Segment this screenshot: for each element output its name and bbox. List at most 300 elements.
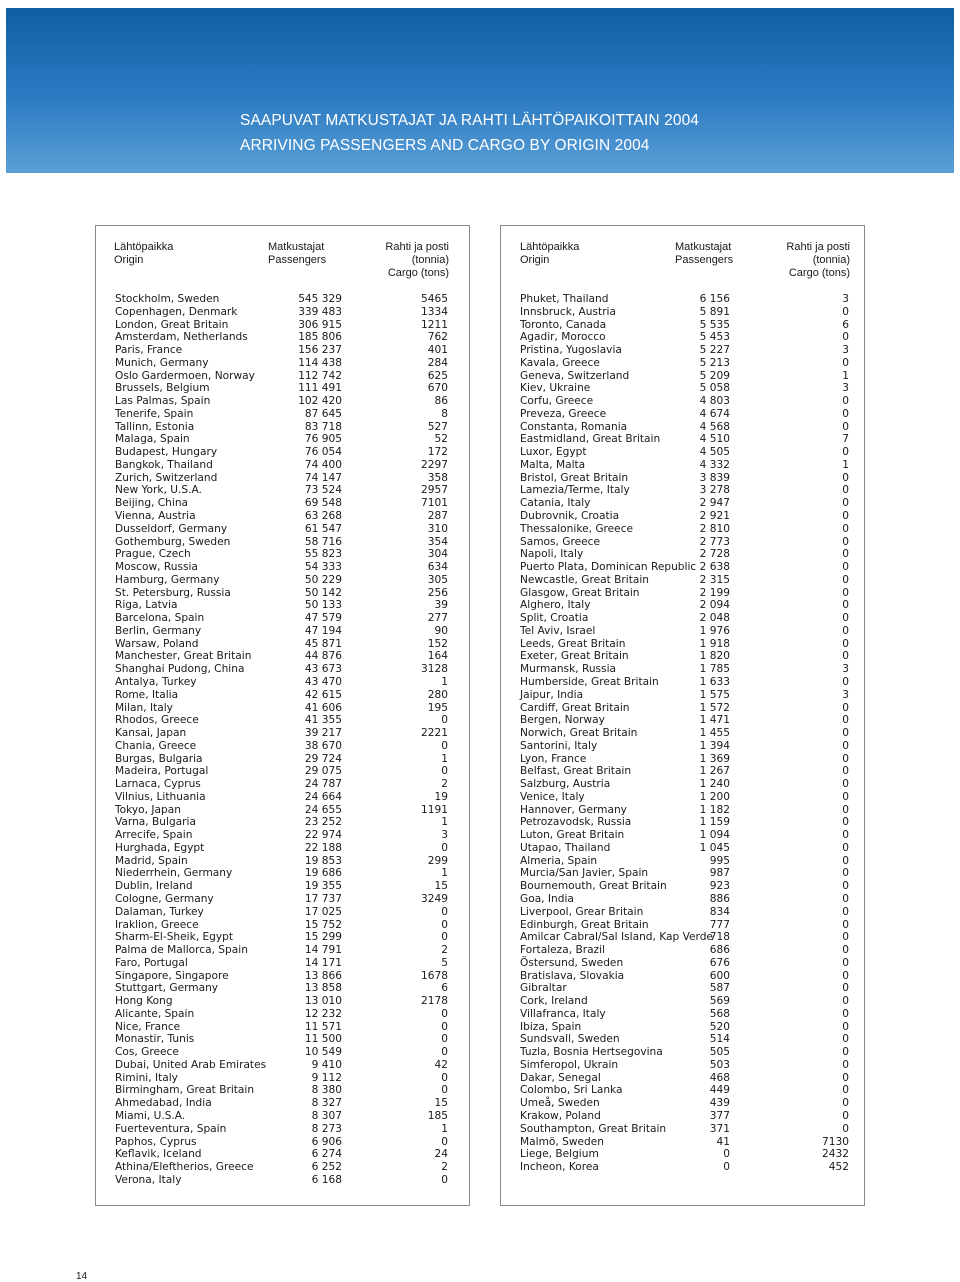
origin-cell: Dalaman, Turkey	[115, 905, 204, 918]
cargo-cell: 0	[842, 1007, 849, 1020]
passengers-cell: 1 369	[699, 752, 730, 765]
origin-cell: Rhodos, Greece	[115, 714, 199, 727]
origin-cell: Lyon, France	[520, 752, 587, 765]
origin-cell: Nice, France	[115, 1020, 181, 1033]
passengers-cell: 371	[709, 1122, 730, 1135]
origin-cell: Malmö, Sweden	[520, 1135, 604, 1148]
passengers-cell: 5 535	[699, 318, 730, 331]
cargo-cell: 1334	[421, 305, 448, 318]
cargo-cell: 152	[427, 637, 448, 650]
page-title-english: ARRIVING PASSENGERS AND CARGO BY ORIGIN 2004	[240, 137, 650, 154]
page-title-finnish: SAAPUVAT MATKUSTAJAT JA RAHTI LÄHTÖPAIKOITTAIN 2004	[240, 112, 700, 129]
column-header-passengers-fi: Matkustajat	[268, 241, 325, 253]
column-header-origin-en: Origin	[114, 254, 144, 266]
origin-cell: Innsbruck, Austria	[520, 305, 616, 318]
passengers-cell: 14 171	[304, 956, 342, 969]
origin-cell: Split, Croatia	[520, 612, 589, 625]
cargo-cell: 452	[828, 1161, 849, 1174]
origin-cell: Berlin, Germany	[115, 624, 202, 637]
passengers-cell: 38 670	[304, 739, 342, 752]
passengers-cell: 54 333	[304, 561, 342, 574]
passengers-cell: 19 853	[304, 854, 342, 867]
cargo-cell: 0	[842, 829, 849, 842]
cargo-cell: 0	[842, 510, 849, 523]
passengers-cell: 156 237	[298, 344, 342, 357]
cargo-cell: 0	[842, 407, 849, 420]
origin-cell: Vienna, Austria	[115, 510, 196, 523]
cargo-cell: 0	[842, 1110, 849, 1122]
cargo-cell: 0	[842, 790, 849, 803]
cargo-cell: 0	[842, 561, 849, 574]
passengers-cell: 1 918	[699, 637, 730, 650]
column-header-cargo-fi: Rahti ja posti	[385, 241, 449, 253]
passengers-cell: 13 866	[304, 969, 342, 982]
passengers-cell: 6 274	[311, 1148, 342, 1161]
origin-cell: Exeter, Great Britain	[520, 650, 629, 663]
origin-cell: Ibiza, Spain	[520, 1020, 582, 1033]
cargo-cell: 277	[427, 612, 448, 625]
cargo-cell: 0	[842, 905, 849, 918]
passengers-cell: 1 094	[699, 829, 730, 842]
passengers-cell: 2 638	[699, 561, 730, 574]
passengers-cell: 41 606	[304, 701, 342, 714]
origin-cell: Verona, Italy	[115, 1173, 182, 1186]
cargo-cell: 3	[842, 344, 849, 357]
origin-cell: Malaga, Spain	[115, 433, 190, 446]
passengers-cell: 1 182	[699, 803, 730, 816]
cargo-cell: 0	[842, 854, 849, 867]
passengers-cell: 42 615	[304, 688, 342, 701]
passengers-cell: 306 915	[298, 318, 342, 331]
cargo-cell: 299	[427, 854, 448, 867]
cargo-cell: 7130	[822, 1135, 849, 1148]
origin-cell: Beijing, China	[115, 497, 189, 510]
passengers-cell: 923	[709, 880, 730, 893]
cargo-cell: 19	[434, 790, 448, 803]
cargo-cell: 0	[842, 995, 849, 1008]
origin-cell: Incheon, Korea	[520, 1161, 599, 1174]
passengers-cell: 41 355	[304, 714, 342, 727]
cargo-cell: 0	[842, 612, 849, 625]
origin-cell: Fortaleza, Brazil	[520, 944, 606, 957]
passengers-cell: 1 575	[699, 688, 730, 701]
cargo-cell: 0	[441, 918, 448, 931]
origin-cell: Napoli, Italy	[520, 548, 584, 561]
origin-cell: Cologne, Germany	[115, 892, 214, 905]
passengers-cell: 1 394	[699, 739, 730, 752]
origin-cell: Manchester, Great Britain	[115, 650, 252, 663]
cargo-cell: 24	[434, 1148, 448, 1161]
origin-cell: Iraklion, Greece	[115, 918, 199, 931]
cargo-cell: 195	[427, 701, 448, 714]
cargo-cell: 0	[842, 395, 849, 408]
origin-cell: Chania, Greece	[115, 739, 197, 752]
passengers-cell: 0	[723, 1161, 730, 1174]
cargo-cell: 1	[441, 675, 448, 688]
passengers-cell: 111 491	[298, 382, 342, 395]
passengers-cell: 83 718	[304, 420, 342, 433]
passengers-cell: 76 054	[304, 446, 342, 459]
origin-cell: Salzburg, Austria	[520, 778, 611, 791]
origin-cell: Östersund, Sweden	[520, 956, 624, 969]
cargo-cell: 0	[441, 931, 448, 944]
cargo-cell: 3	[842, 688, 849, 701]
passengers-cell: 5 209	[699, 369, 730, 382]
passengers-cell: 5 227	[699, 344, 730, 357]
passengers-cell: 50 133	[304, 599, 342, 612]
origin-cell: Bratislava, Slovakia	[520, 969, 625, 982]
passengers-cell: 1 200	[699, 790, 730, 803]
passengers-cell: 587	[709, 982, 730, 995]
page-number: 14	[76, 1271, 88, 1282]
passengers-cell: 676	[709, 956, 730, 969]
passengers-cell: 10 549	[304, 1046, 342, 1059]
origin-cell: Kansai, Japan	[115, 727, 187, 740]
passengers-cell: 449	[709, 1084, 730, 1097]
cargo-cell: 3249	[421, 892, 448, 905]
cargo-cell: 401	[427, 344, 448, 357]
column-header-origin	[520, 241, 579, 267]
cargo-cell: 527	[427, 420, 448, 433]
cargo-cell: 0	[842, 535, 849, 548]
cargo-cell: 86	[434, 395, 448, 408]
origin-cell: Malta, Malta	[520, 458, 586, 471]
passengers-cell: 47 194	[304, 624, 342, 637]
cargo-cell: 90	[434, 624, 448, 637]
passengers-cell: 568	[709, 1007, 730, 1020]
origin-cell: Luxor, Egypt	[520, 446, 587, 459]
origin-cell: Dublin, Ireland	[115, 880, 193, 893]
column-header-passengers-en: Passengers	[268, 254, 327, 266]
passengers-cell: 74 147	[304, 471, 342, 484]
cargo-cell: 0	[842, 803, 849, 816]
origin-cell: Rimini, Italy	[115, 1071, 178, 1084]
origin-cell: Krakow, Poland	[520, 1110, 601, 1122]
passengers-cell: 777	[709, 918, 730, 931]
origin-cell: Santorini, Italy	[520, 739, 598, 752]
origin-cell: Dakar, Senegal	[520, 1071, 601, 1084]
cargo-cell: 354	[427, 535, 448, 548]
cargo-cell: 0	[441, 714, 448, 727]
cargo-cell: 0	[842, 1122, 849, 1135]
cargo-cell: 3128	[421, 663, 448, 676]
cargo-cell: 0	[842, 650, 849, 663]
passengers-cell: 718	[709, 931, 730, 944]
passengers-cell: 468	[709, 1071, 730, 1084]
passengers-cell: 1 471	[699, 714, 730, 727]
origin-cell: Bangkok, Thailand	[115, 458, 213, 471]
passengers-cell: 2 048	[699, 612, 730, 625]
origin-cell: Glasgow, Great Britain	[520, 586, 640, 599]
passengers-cell: 24 655	[304, 803, 342, 816]
passengers-cell: 22 188	[304, 841, 342, 854]
cargo-cell: 304	[427, 548, 448, 561]
column-header-passengers-fi: Matkustajat	[675, 241, 732, 253]
cargo-cell: 358	[427, 471, 448, 484]
origin-cell: Niederrhein, Germany	[115, 867, 233, 880]
column-header-cargo-fi: Rahti ja posti	[786, 241, 850, 253]
origin-cell: Amsterdam, Netherlands	[115, 331, 248, 344]
origin-cell: London, Great Britain	[115, 318, 229, 331]
passengers-cell: 4 568	[699, 420, 730, 433]
origin-cell: Riga, Latvia	[115, 599, 178, 612]
origin-cell: Almeria, Spain	[520, 854, 598, 867]
cargo-cell: 0	[842, 714, 849, 727]
origin-cell: Milan, Italy	[115, 701, 173, 714]
passengers-cell: 1 045	[699, 841, 730, 854]
cargo-cell: 0	[842, 880, 849, 893]
table-panel-right	[500, 225, 865, 1206]
origin-cell: Edinburgh, Great Britain	[520, 918, 649, 931]
cargo-cell: 42	[434, 1058, 448, 1071]
origin-cell: Alghero, Italy	[520, 599, 591, 612]
passengers-cell: 4 674	[699, 407, 730, 420]
origin-cell: Kavala, Greece	[520, 356, 600, 369]
origin-cell: Munich, Germany	[115, 356, 209, 369]
cargo-cell: 164	[427, 650, 448, 663]
origin-cell: Phuket, Thailand	[520, 293, 609, 305]
passengers-cell: 102 420	[298, 395, 342, 408]
origin-cell: Paphos, Cyprus	[115, 1135, 197, 1148]
origin-cell: Bournemouth, Great Britain	[520, 880, 667, 893]
cargo-cell: 0	[441, 1071, 448, 1084]
passengers-cell: 19 355	[304, 880, 342, 893]
origin-cell: Jaipur, India	[520, 688, 584, 701]
cargo-cell: 0	[842, 1084, 849, 1097]
passengers-cell: 339 483	[298, 305, 342, 318]
cargo-cell: 625	[427, 369, 448, 382]
passengers-cell: 14 791	[304, 944, 342, 957]
passengers-cell: 6 168	[311, 1173, 342, 1186]
cargo-cell: 0	[842, 867, 849, 880]
passengers-cell: 13 010	[304, 995, 342, 1008]
passengers-cell: 29 724	[304, 752, 342, 765]
cargo-cell: 0	[842, 471, 849, 484]
cargo-cell: 0	[441, 739, 448, 752]
origin-cell: Madeira, Portugal	[115, 765, 209, 778]
passengers-cell: 5 058	[699, 382, 730, 395]
passengers-cell: 50 229	[304, 573, 342, 586]
cargo-cell: 1678	[421, 969, 448, 982]
origin-cell: Tenerife, Spain	[115, 407, 194, 420]
column-header-origin	[114, 241, 173, 267]
cargo-cell: 2	[441, 944, 448, 957]
cargo-cell: 0	[842, 969, 849, 982]
passengers-cell: 11 571	[304, 1020, 342, 1033]
column-header-passengers	[268, 241, 327, 267]
cargo-cell: 0	[842, 892, 849, 905]
passengers-cell: 185 806	[298, 331, 342, 344]
cargo-cell: 0	[842, 944, 849, 957]
cargo-cell: 2432	[822, 1148, 849, 1161]
cargo-cell: 305	[427, 573, 448, 586]
origin-cell: Alicante, Spain	[115, 1007, 195, 1020]
passengers-cell: 8 327	[311, 1097, 342, 1110]
cargo-cell: 15	[434, 1097, 448, 1110]
origin-cell: Moscow, Russia	[115, 561, 198, 574]
cargo-cell: 762	[427, 331, 448, 344]
passengers-cell: 377	[709, 1110, 730, 1122]
cargo-cell: 5	[441, 956, 448, 969]
cargo-cell: 0	[441, 841, 448, 854]
cargo-cell: 0	[842, 956, 849, 969]
cargo-cell: 6	[842, 318, 849, 331]
passengers-cell: 8 273	[311, 1122, 342, 1135]
origin-cell: Singapore, Singapore	[115, 969, 229, 982]
origin-cell: Lamezia/Terme, Italy	[520, 484, 630, 497]
origin-cell: Ahmedabad, India	[115, 1097, 212, 1110]
passengers-cell: 112 742	[298, 369, 342, 382]
cargo-cell: 0	[842, 816, 849, 829]
cargo-cell: 0	[842, 573, 849, 586]
cargo-cell: 634	[427, 561, 448, 574]
cargo-cell: 1	[842, 458, 849, 471]
origin-cell: Colombo, Sri Lanka	[520, 1084, 623, 1097]
cargo-cell: 0	[842, 675, 849, 688]
origin-cell: Southampton, Great Britain	[520, 1122, 667, 1135]
passengers-cell: 8 307	[311, 1110, 342, 1122]
origin-cell: Arrecife, Spain	[115, 829, 193, 842]
cargo-cell: 0	[842, 778, 849, 791]
passengers-cell: 2 094	[699, 599, 730, 612]
column-header-origin-en: Origin	[520, 254, 550, 266]
origin-cell: New York, U.S.A.	[115, 484, 202, 497]
origin-cell: Tuzla, Bosnia Hertsegovina	[520, 1046, 663, 1059]
cargo-cell: 280	[427, 688, 448, 701]
origin-cell: Murmansk, Russia	[520, 663, 617, 676]
cargo-cell: 0	[842, 624, 849, 637]
origin-cell: Rome, Italia	[115, 688, 179, 701]
origin-cell: Geneva, Switzerland	[520, 369, 630, 382]
cargo-cell: 0	[842, 918, 849, 931]
passengers-cell: 1 159	[699, 816, 730, 829]
cargo-cell: 0	[842, 586, 849, 599]
origin-cell: Sharm-El-Sheik, Egypt	[115, 931, 234, 944]
origin-cell: Goa, India	[520, 892, 574, 905]
passengers-cell: 13 858	[304, 982, 342, 995]
passengers-cell: 1 976	[699, 624, 730, 637]
column-header-cargo-en: Cargo (tons)	[387, 267, 449, 279]
origin-cell: Vilnius, Lithuania	[115, 790, 206, 803]
column-header-passengers-en: Passengers	[675, 254, 734, 266]
cargo-cell: 0	[842, 305, 849, 318]
passengers-cell: 9 410	[311, 1058, 342, 1071]
origin-cell: Hamburg, Germany	[115, 573, 220, 586]
origin-cell: Shanghai Pudong, China	[115, 663, 245, 676]
cargo-cell: 0	[842, 599, 849, 612]
cargo-cell: 1	[441, 867, 448, 880]
passengers-cell: 1 572	[699, 701, 730, 714]
cargo-cell: 0	[842, 420, 849, 433]
passengers-cell: 8 380	[311, 1084, 342, 1097]
cargo-cell: 0	[842, 765, 849, 778]
passengers-cell: 5 891	[699, 305, 730, 318]
origin-cell: Preveza, Greece	[520, 407, 607, 420]
origin-cell: Villafranca, Italy	[520, 1007, 606, 1020]
origin-cell: Warsaw, Poland	[115, 637, 199, 650]
origin-cell: Madrid, Spain	[115, 854, 188, 867]
origin-cell: Monastir, Tunis	[115, 1033, 195, 1046]
origin-cell: Bergen, Norway	[520, 714, 605, 727]
column-header-cargo-en: Cargo (tons)	[788, 267, 850, 279]
passengers-cell: 61 547	[304, 522, 342, 535]
passengers-cell: 987	[709, 867, 730, 880]
cargo-cell: 6	[441, 982, 448, 995]
passengers-cell: 505	[709, 1046, 730, 1059]
passengers-cell: 545 329	[298, 293, 342, 305]
origin-cell: Simferopol, Ukrain	[520, 1058, 619, 1071]
passengers-cell: 58 716	[304, 535, 342, 548]
cargo-cell: 0	[441, 905, 448, 918]
passengers-cell: 5 213	[699, 356, 730, 369]
cargo-cell: 0	[842, 446, 849, 459]
origin-cell: Corfu, Greece	[520, 395, 594, 408]
cargo-cell: 0	[441, 1046, 448, 1059]
cargo-cell: 2957	[421, 484, 448, 497]
cargo-cell: 0	[441, 1135, 448, 1148]
cargo-cell: 2	[441, 1161, 448, 1174]
passengers-cell: 2 921	[699, 510, 730, 523]
column-header-origin-fi: Lähtöpaikka	[114, 241, 174, 253]
origin-cell: Eastmidland, Great Britain	[520, 433, 661, 446]
passengers-cell: 2 947	[699, 497, 730, 510]
passengers-cell: 1 820	[699, 650, 730, 663]
origin-cell: Varna, Bulgaria	[115, 816, 196, 829]
passengers-cell: 12 232	[304, 1007, 342, 1020]
passengers-cell: 17 025	[304, 905, 342, 918]
cargo-cell: 0	[842, 522, 849, 535]
origin-cell: Copenhagen, Denmark	[115, 305, 238, 318]
origin-cell: Kiev, Ukraine	[520, 382, 591, 395]
passengers-cell: 39 217	[304, 727, 342, 740]
origin-cell: Norwich, Great Britain	[520, 727, 638, 740]
origin-cell: Hannover, Germany	[520, 803, 627, 816]
passengers-cell: 600	[709, 969, 730, 982]
column-header-passengers	[675, 241, 734, 267]
origin-cell: Samos, Greece	[520, 535, 600, 548]
origin-cell: Larnaca, Cyprus	[115, 778, 201, 791]
passengers-cell: 55 823	[304, 548, 342, 561]
origin-cell: Keflavik, Iceland	[115, 1148, 202, 1161]
cargo-cell: 2	[441, 778, 448, 791]
passengers-cell: 9 112	[311, 1071, 342, 1084]
cargo-cell: 7	[842, 433, 849, 446]
origin-cell: Dusseldorf, Germany	[115, 522, 228, 535]
passengers-cell: 2 773	[699, 535, 730, 548]
passengers-cell: 4 510	[699, 433, 730, 446]
origin-cell: Amilcar Cabral/Sal Island, Kap Verde	[520, 931, 713, 944]
origin-cell: Thessalonike, Greece	[520, 522, 634, 535]
origin-cell: Tokyo, Japan	[115, 803, 181, 816]
passengers-cell: 1 633	[699, 675, 730, 688]
origin-cell: Cos, Greece	[115, 1046, 179, 1059]
origin-cell: Brussels, Belgium	[115, 382, 210, 395]
passengers-cell: 569	[709, 995, 730, 1008]
cargo-cell: 1191	[421, 803, 448, 816]
origin-cell: Murcia/San Javier, Spain	[520, 867, 649, 880]
origin-cell: Las Palmas, Spain	[115, 395, 211, 408]
origin-cell: Pristina, Yugoslavia	[520, 344, 622, 357]
passengers-cell: 44 876	[304, 650, 342, 663]
cargo-cell: 0	[842, 739, 849, 752]
passengers-cell: 50 142	[304, 586, 342, 599]
cargo-cell: 8	[441, 407, 448, 420]
passengers-cell: 520	[709, 1020, 730, 1033]
passengers-cell: 41	[716, 1135, 730, 1148]
cargo-cell: 185	[427, 1110, 448, 1122]
cargo-cell: 0	[842, 982, 849, 995]
cargo-cell: 2221	[421, 727, 448, 740]
